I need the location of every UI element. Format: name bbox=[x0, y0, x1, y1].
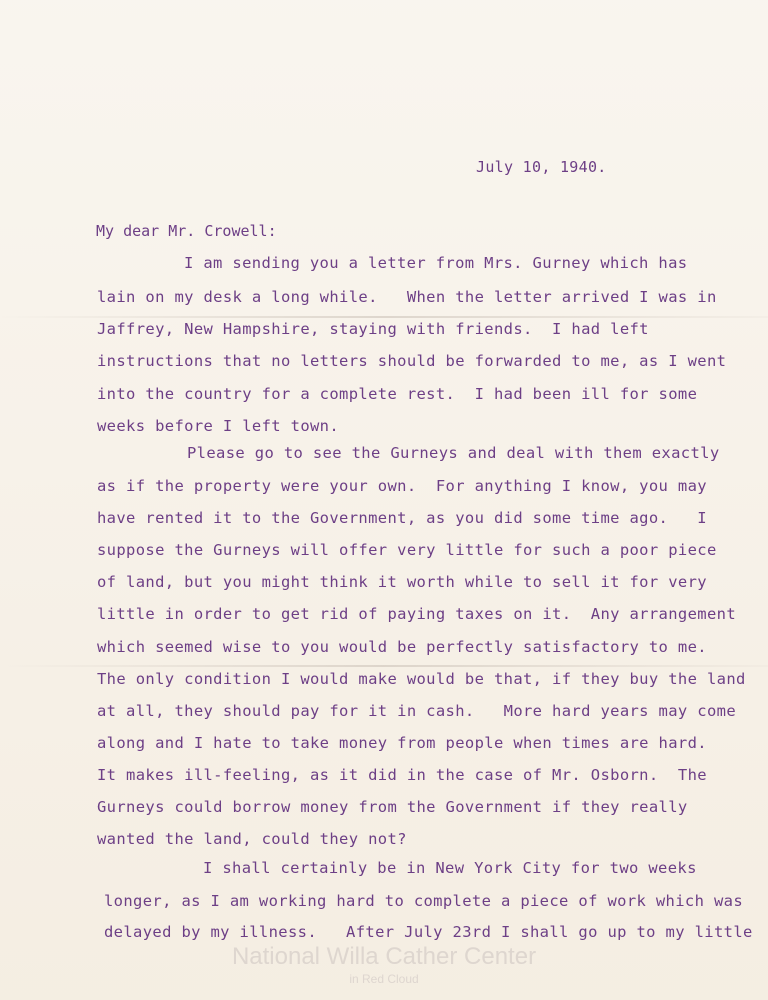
letter-line: wanted the land, could they not? bbox=[97, 830, 407, 848]
letter-line: little in order to get rid of paying taxes on it. Any arrangement bbox=[97, 605, 736, 623]
letter-line: along and I hate to take money from people when times are hard. bbox=[97, 734, 707, 752]
letter-line: which seemed wise to you would be perfectly satisfactory to me. bbox=[97, 638, 707, 656]
letter-line: lain on my desk a long while. When the letter arrived I was in bbox=[97, 288, 717, 306]
letter-line: Jaffrey, New Hampshire, staying with friends. I had left bbox=[97, 320, 649, 338]
letter-line: I shall certainly be in New York City for two weeks bbox=[203, 859, 697, 877]
letter-line: instructions that no letters should be forwarded to me, as I went bbox=[97, 352, 727, 370]
letter-line: The only condition I would make would be that, if they buy the land bbox=[97, 670, 746, 688]
letter-line: delayed by my illness. After July 23rd I shall go up to my little bbox=[104, 923, 753, 941]
letter-line: weeks before I left town. bbox=[97, 417, 340, 435]
letter-salutation: My dear Mr. Crowell: bbox=[96, 222, 277, 240]
letter-line: I am sending you a letter from Mrs. Gurney which has bbox=[184, 254, 688, 272]
letter-line: suppose the Gurneys will offer very little for such a poor piece bbox=[97, 541, 717, 559]
letter-line: at all, they should pay for it in cash. More hard years may come bbox=[97, 702, 736, 720]
letter-line: of land, but you might think it worth while to sell it for very bbox=[97, 573, 707, 591]
paper-fold-line bbox=[0, 316, 768, 318]
letter-line: It makes ill-feeling, as it did in the case of Mr. Osborn. The bbox=[97, 766, 707, 784]
letter-line: Please go to see the Gurneys and deal with them exactly bbox=[187, 444, 720, 462]
letter-line: as if the property were your own. For anything I know, you may bbox=[97, 477, 707, 495]
watermark-subtitle: in Red Cloud bbox=[349, 972, 419, 986]
letter-date: July 10, 1940. bbox=[476, 158, 607, 176]
letter-line: longer, as I am working hard to complete a piece of work which was bbox=[104, 892, 743, 910]
letter-line: have rented it to the Government, as you did some time ago. I bbox=[97, 509, 707, 527]
letter-line: into the country for a complete rest. I had been ill for some bbox=[97, 385, 698, 403]
watermark-title: National Willa Cather Center bbox=[231, 943, 537, 970]
paper-fold-line bbox=[0, 665, 768, 667]
letter-line: Gurneys could borrow money from the Government if they really bbox=[97, 798, 688, 816]
